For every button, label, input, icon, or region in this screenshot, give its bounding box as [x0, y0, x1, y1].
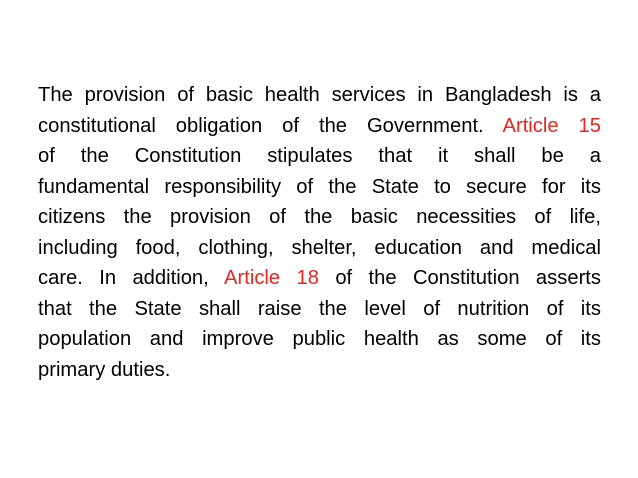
article-15-reference: Article 15 — [502, 114, 601, 137]
text-segment: primary duties. — [38, 358, 171, 381]
text-line-4 — [38, 172, 601, 203]
text-line-3 — [38, 141, 601, 172]
text-segment: citizens the provision of the basic necessities of life, — [38, 206, 601, 228]
text-line-8 — [38, 294, 601, 325]
text-segment: of the Constitution asserts — [318, 267, 601, 289]
text-line-5 — [38, 202, 601, 233]
text-line-7 — [38, 263, 601, 294]
text-segment: of the Constitution stipulates that it shall be a — [38, 145, 601, 167]
text-line-10 — [38, 355, 601, 386]
text-segment: population and improve public health as some of its — [38, 328, 601, 350]
article-18-reference: Article 18 — [224, 267, 319, 289]
body-paragraph — [38, 80, 601, 385]
text-line-2 — [38, 111, 601, 142]
text-segment: constitutional obligation of the Government. — [38, 114, 503, 137]
text-segment: including food, clothing, shelter, education and medical — [38, 236, 601, 259]
text-segment: The provision of basic health services in Bangladesh is a — [38, 84, 601, 106]
text-segment: fundamental responsibility of the State to secure for its — [38, 175, 601, 198]
text-segment: care. In addition, — [38, 267, 225, 289]
text-line-6 — [38, 233, 601, 264]
text-line-1 — [38, 80, 601, 111]
text-line-9 — [38, 324, 601, 355]
text-segment: that the State shall raise the level of nutrition of its — [38, 297, 601, 320]
